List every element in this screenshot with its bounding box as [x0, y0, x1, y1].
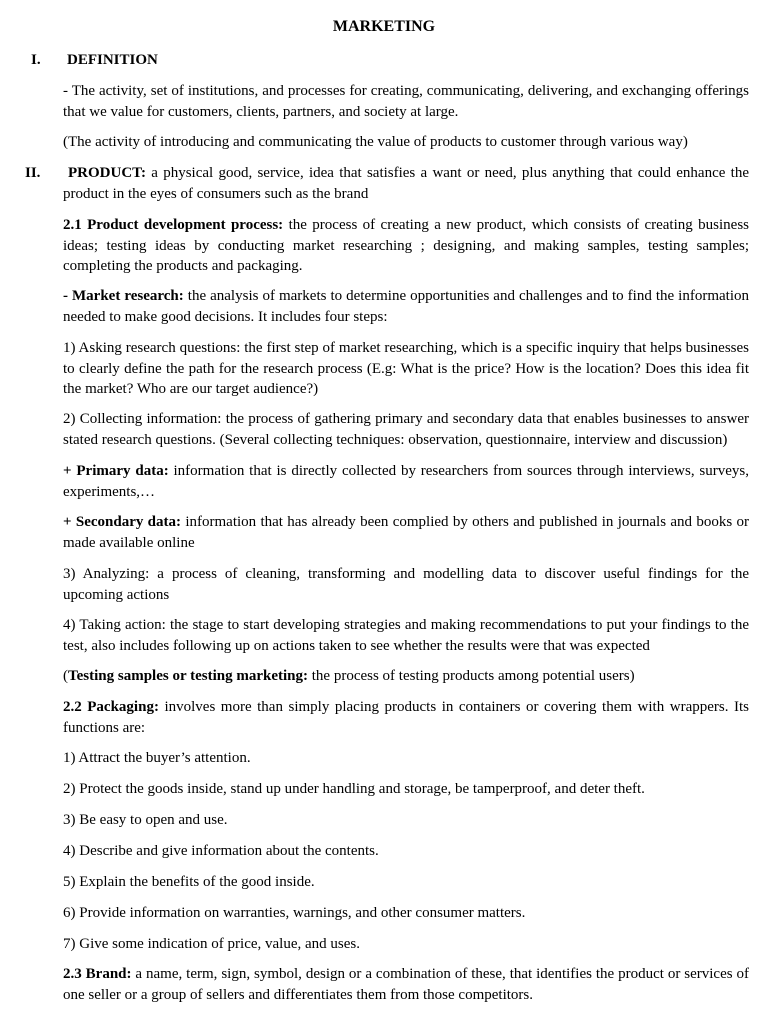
packaging-function-6: 6) Provide information on warranties, warnings, and other consumer matters.: [63, 905, 526, 921]
testing-text: the process of testing products among potential users): [308, 668, 635, 684]
secondary-data-paragraph: [63, 512, 749, 553]
section-1-numeral: I.: [31, 52, 41, 68]
step-3-paragraph: 3) Analyzing: a process of cleaning, transforming and modelling data to discover useful findings for the upcoming actions: [63, 566, 749, 603]
step-4-paragraph: 4) Taking action: the stage to start developing strategies and making recommendations to put your findings to the test, also includes following up on actions taken to see whether the results were that was expected: [63, 617, 749, 654]
brand-text: a name, term, sign, symbol, design or a combination of these, that identifies the product or services of one seller or a group of sellers and differentiates them from those competitors.: [63, 966, 749, 1003]
product-development-paragraph: [63, 215, 749, 277]
product-definition: a physical good, service, idea that satisfies a want or need, plus anything that could enhance the product in the eyes of consumers such as the brand: [63, 165, 749, 202]
definition-paragraph: - The activity, set of institutions, and processes for creating, communicating, delivering, and exchanging offerings that we value for customers, clients, partners, and society at large.: [63, 83, 749, 120]
brand-label: 2.3 Brand:: [63, 966, 132, 982]
primary-data-label: + Primary data:: [63, 463, 169, 479]
definition-note: (The activity of introducing and communicating the value of products to customer through various way): [63, 134, 688, 150]
product-paragraph: [63, 163, 749, 204]
testing-paragraph: [63, 666, 749, 687]
product-heading: PRODUCT:: [68, 165, 147, 181]
packaging-paragraph: [63, 697, 749, 738]
market-research-text: the analysis of markets to determine opportunities and challenges and to find the information needed to make good decisions. It includes four steps:: [63, 288, 749, 325]
packaging-function-7: 7) Give some indication of price, value, and uses.: [63, 936, 360, 952]
packaging-function-3: 3) Be easy to open and use.: [63, 812, 228, 828]
packaging-label: 2.2 Packaging:: [63, 699, 159, 715]
secondary-data-label: + Secondary data:: [63, 514, 182, 530]
product-development-text: the process of creating a new product, which consists of creating business ideas; testing ideas by conducting market researching ; designing, and making samples, testing samples; completing the products and packaging.: [63, 217, 749, 274]
section-2-numeral: II.: [25, 165, 41, 181]
primary-data-paragraph: [63, 461, 749, 502]
testing-label: Testing samples or testing marketing:: [68, 668, 308, 684]
testing-open-paren: (: [63, 668, 68, 684]
secondary-data-text: information that has already been complied by others and published in journals and books or made available online: [63, 514, 750, 551]
market-research-label: - Market research:: [63, 288, 184, 304]
product-development-label: 2.1 Product development process:: [63, 217, 284, 233]
packaging-function-4: 4) Describe and give information about the contents.: [63, 843, 379, 859]
packaging-function-1: 1) Attract the buyer’s attention.: [63, 750, 251, 766]
primary-data-text: information that is directly collected by researchers from sources through interviews, surveys, experiments,…: [63, 463, 749, 500]
step-2-paragraph: 2) Collecting information: the process of gathering primary and secondary data that enables businesses to answer stated research questions. (Several collecting techniques: observation, questionnaire, interview and discussion): [63, 411, 749, 448]
market-research-paragraph: [63, 286, 749, 327]
packaging-function-5: 5) Explain the benefits of the good inside.: [63, 874, 315, 890]
step-1-paragraph: 1) Asking research questions: the first step of market researching, which is a specific inquiry that helps businesses to clearly define the path for the research process (E.g: What is the price? How is the location? Does this idea fit the market? Who are our target audience?): [63, 340, 749, 397]
section-1-heading: DEFINITION: [67, 52, 158, 68]
brand-paragraph: [63, 964, 749, 1005]
document-title: MARKETING: [332, 18, 436, 35]
packaging-function-2: 2) Protect the goods inside, stand up under handling and storage, be tamperproof, and deter theft.: [63, 781, 645, 797]
packaging-text: involves more than simply placing products in containers or covering them with wrappers. Its functions are:: [63, 699, 749, 736]
